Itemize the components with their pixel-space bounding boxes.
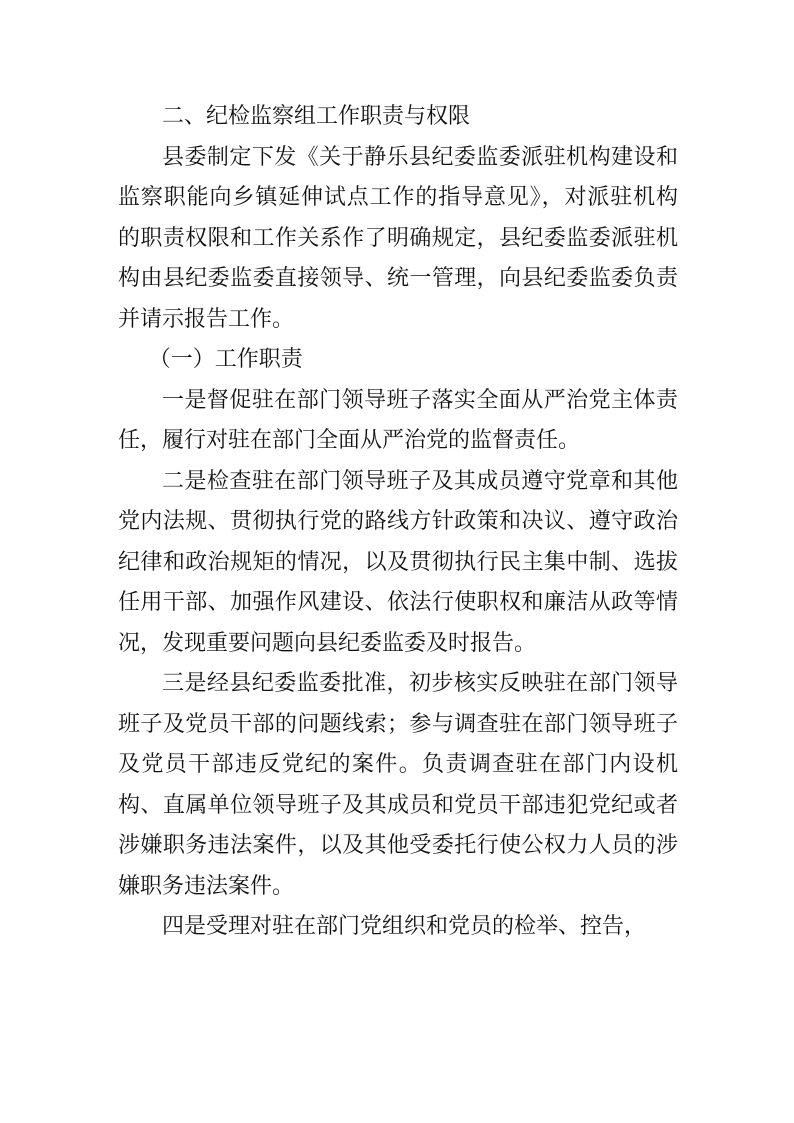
intro-paragraph: 县委制定下发《关于静乐县纪委监委派驻机构建设和监察职能向乡镇延伸试点工作的指导意见》，对派驻机构的职责权限和工作关系作了明确规定，县纪委监委派驻机构由县纪委监委直接领导、统一管理，向县纪委监委负责并请示报告工作。 (118, 144, 678, 332)
duty-item-3: 三是经县纪委监委批准，初步核实反映驻在部门领导班子及党员干部的问题线索；参与调查驻在部门领导班子及党员干部违反党纪的案件。负责调查驻在部门内设机构、直属单位领导班子及其成员和党员干部违犯党纪或者涉嫌职务违法案件，以及其他受委托行使公权力人员的涉嫌职务违法案件。 (118, 671, 678, 899)
document-body (118, 97, 678, 948)
duty-item-2: 二是检查驻在部门领导班子及其成员遵守党章和其他党内法规、贯彻执行党的路线方针政策和决议、遵守政治纪律和政治规矩的情况，以及贯彻执行民主集中制、选拔任用干部、加强作风建设、依法行使职权和廉洁从政等情况，发现重要问题向县纪委监委及时报告。 (118, 468, 678, 656)
duty-item-1: 一是督促驻在部门领导班子落实全面从严治党主体责任，履行对驻在部门全面从严治党的监督责任。 (118, 387, 678, 453)
section-heading: 二、纪检监察组工作职责与权限 (162, 104, 471, 129)
subsection-heading: （一）工作职责 (148, 347, 303, 372)
duty-item-4: 四是受理对驻在部门党组织和党员的检举、控告， (162, 914, 647, 939)
